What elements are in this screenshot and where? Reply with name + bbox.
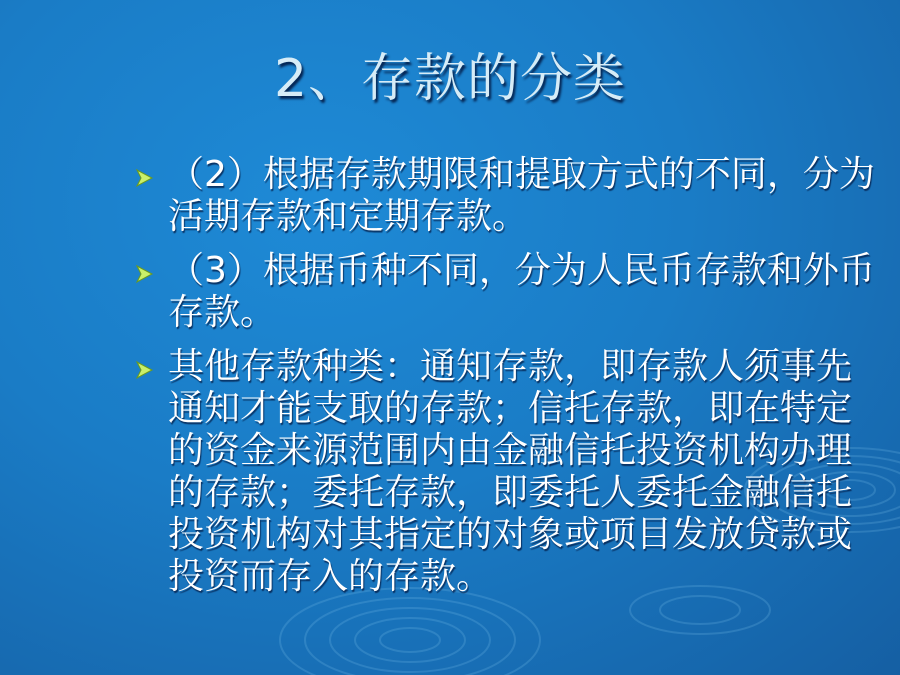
- chevron-right-icon: [134, 264, 156, 284]
- bullet-text: （3）根据币种不同，分为人民币存款和外币存款。: [168, 250, 875, 333]
- chevron-right-icon: [134, 168, 156, 188]
- bullet-text: （2）根据存款期限和提取方式的不同，分为活期存款和定期存款。: [168, 154, 875, 237]
- bullet-item: [130, 154, 875, 238]
- chevron-right-icon: [134, 360, 156, 380]
- bullet-text: 其他存款种类：通知存款，即存款人须事先通知才能支取的存款；信托存款，即在特定的资金来源范围内由金融信托投资机构办理的存款；委托存款，即委托人委托金融信托投资机构对其指定的对象或项目发放贷款或投资而存入的存款。: [168, 346, 853, 597]
- slide-title: 2、存款的分类: [273, 49, 627, 109]
- bullet-item: [130, 346, 875, 598]
- bullet-item: [130, 250, 875, 334]
- bullet-list: [130, 154, 875, 610]
